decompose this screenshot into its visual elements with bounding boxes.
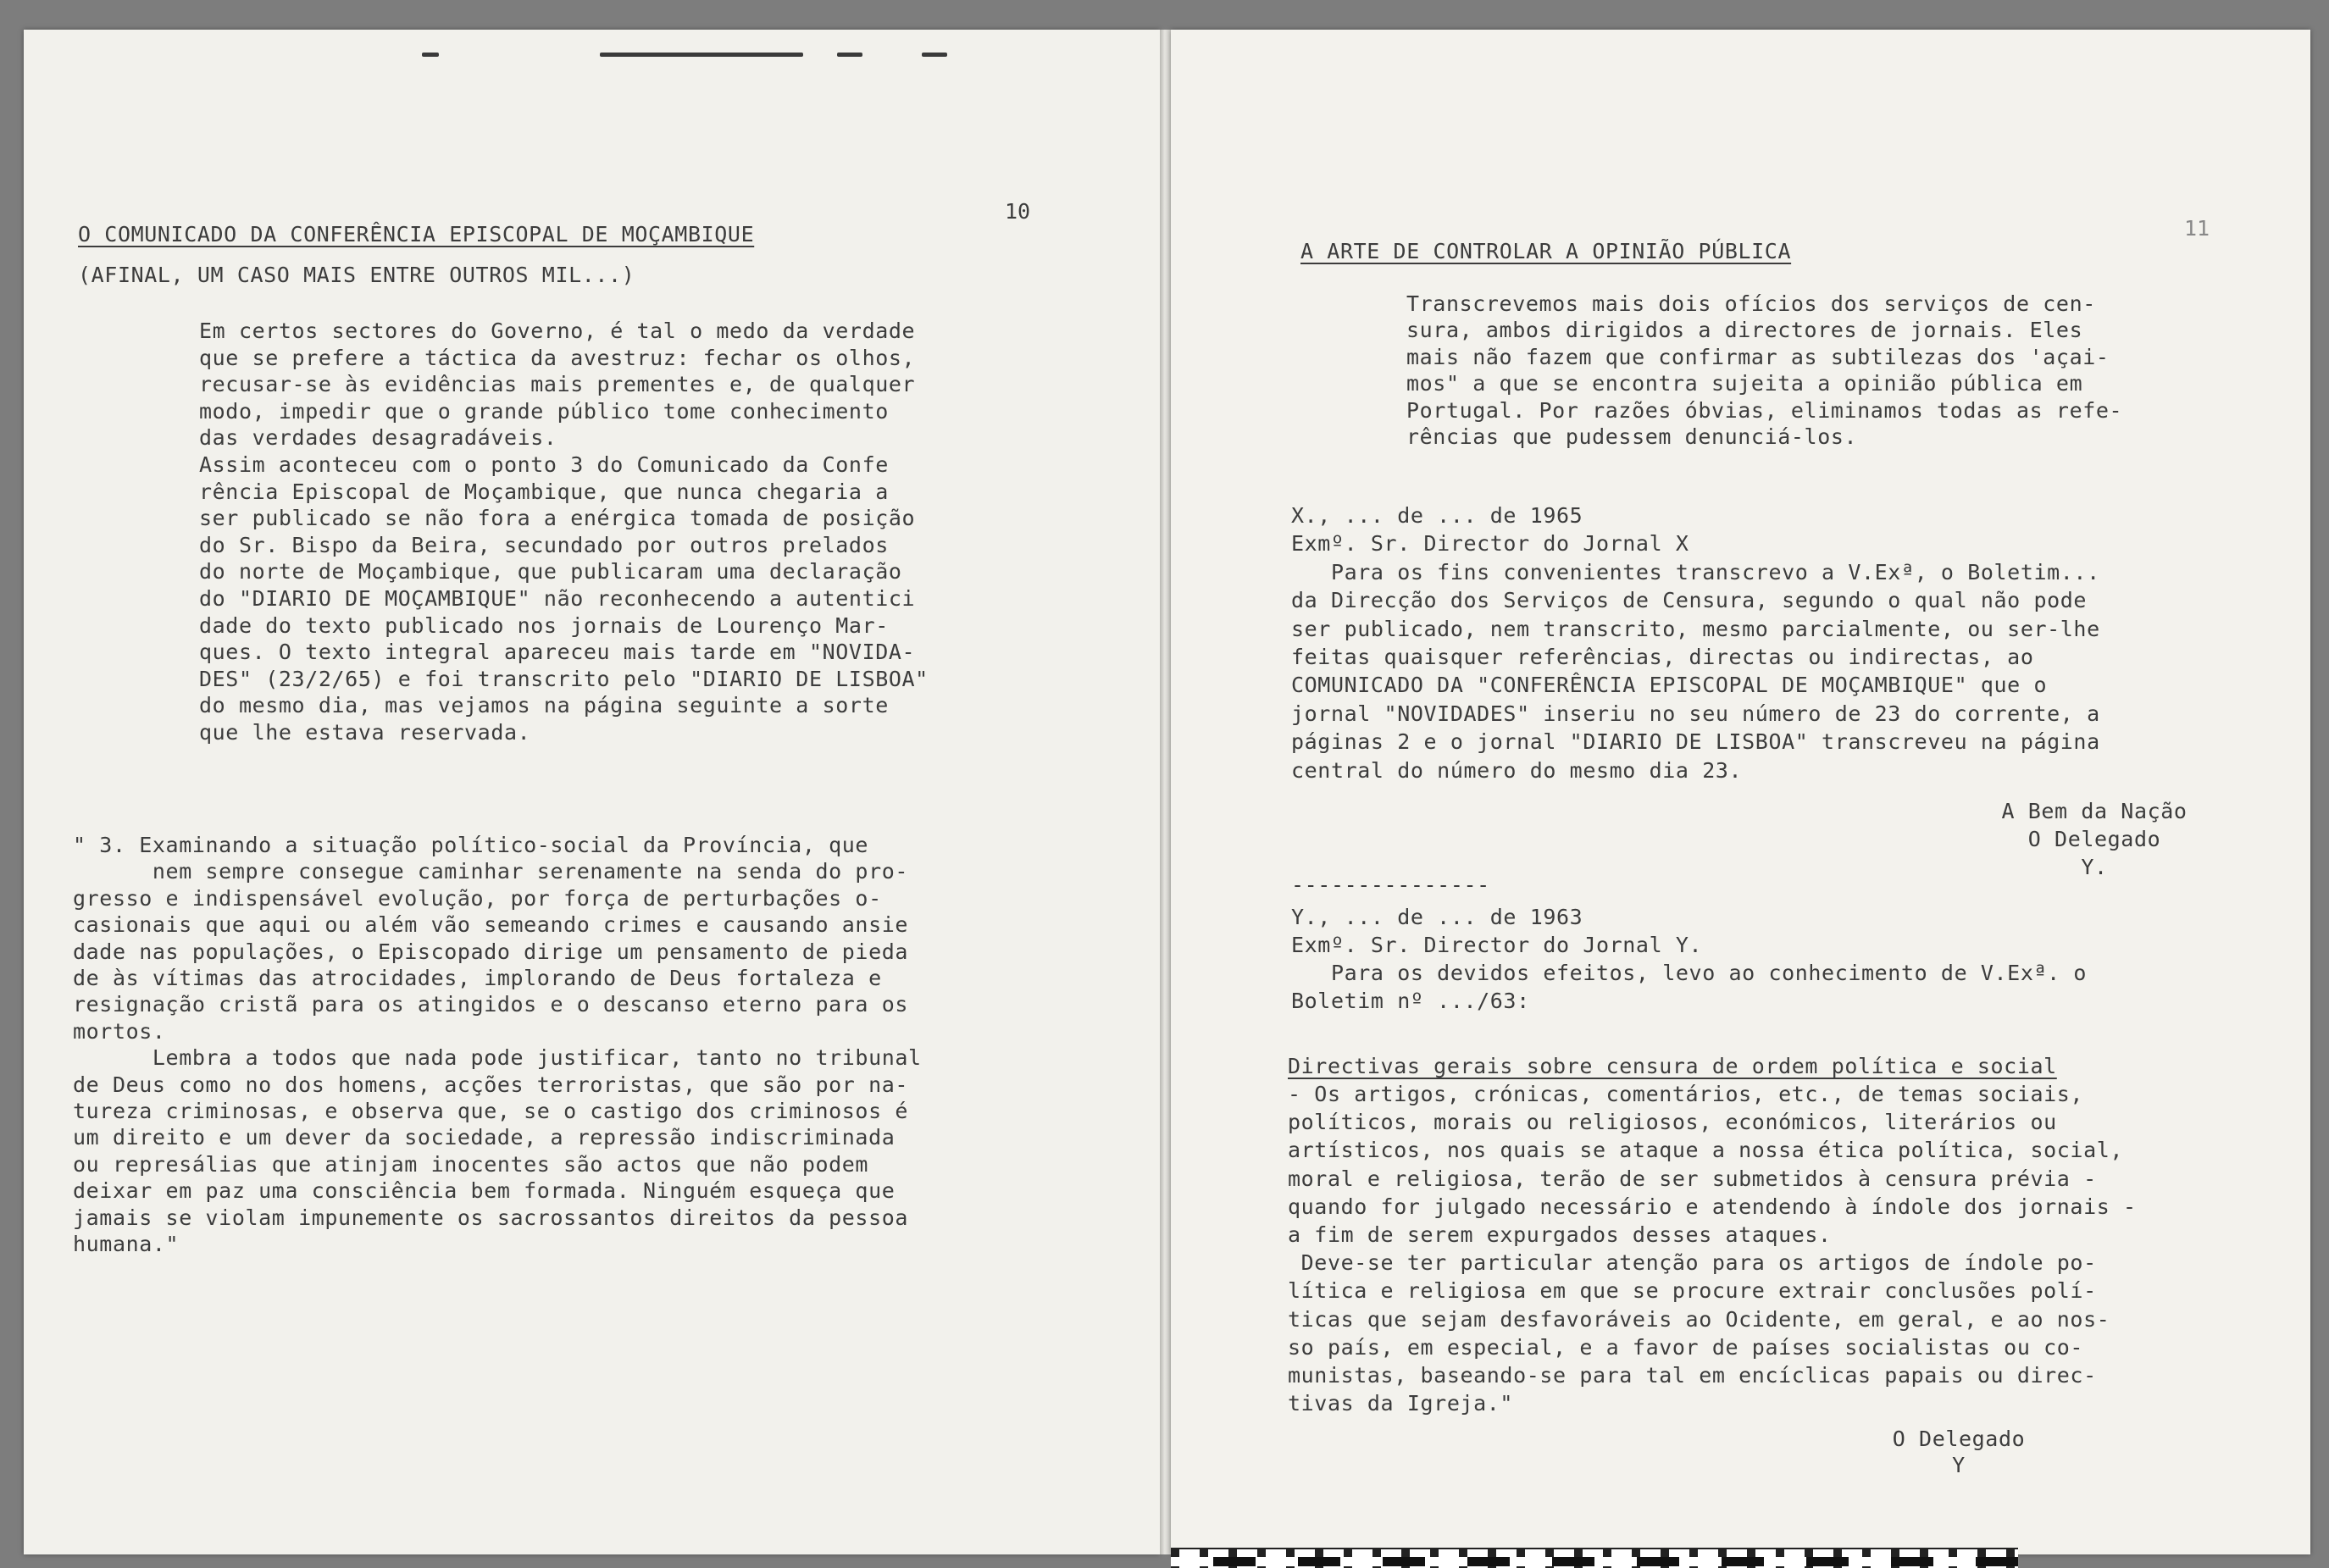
text-line: DES" (23/2/65) e foi transcrito pelo "DIARIO DE LISBOA" — [199, 666, 929, 691]
page-number: 11 — [2184, 216, 2210, 241]
directive-text — [1288, 1080, 2304, 1417]
text-line: munistas, baseando-se para tal em encíclicas papais ou direc- — [1288, 1363, 2097, 1388]
text-line: do norte de Moçambique, que publicaram uma declaração — [199, 559, 902, 585]
text-line: mortos. — [73, 1018, 166, 1044]
text-line: ques. O texto integral apareceu mais tarde em "NOVIDA- — [199, 640, 916, 665]
text-line: tivas da Igreja." — [1288, 1391, 1514, 1416]
text-line: da Direcção dos Serviços de Censura, segundo o qual não pode — [1291, 588, 2088, 613]
intro-paragraph — [1406, 291, 2279, 450]
text-line: Boletim nº .../63: — [1291, 989, 1530, 1013]
text-line: do "DIARIO DE MOÇAMBIQUE" não reconhecendo a autentici — [199, 585, 916, 611]
text-line: rências que pudessem denunciá-los. — [1406, 424, 1858, 450]
text-line: ou represálias que atinjam inocentes são actos que não podem — [73, 1151, 869, 1177]
text-line: Transcrevemos mais dois ofícios dos serviços de cen- — [1406, 291, 2096, 316]
text-line: políticos, morais ou religiosos, económicos, literários ou — [1288, 1110, 2057, 1135]
intro-paragraph — [199, 318, 1055, 746]
text-line: mais não fazem que confirmar as subtilezas dos 'açai- — [1406, 344, 2110, 369]
text-line: so país, em especial, e a favor de países socialistas ou co- — [1288, 1334, 2084, 1360]
article-title: O COMUNICADO DA CONFERÊNCIA EPISCOPAL DE MOÇAMBIQUE — [78, 222, 755, 247]
text-line: O Delegado — [1892, 1427, 2026, 1451]
right-page — [1171, 30, 2310, 1554]
text-line: COMUNICADO DA "CONFERÊNCIA EPISCOPAL DE MOÇAMBIQUE" que o — [1291, 673, 2048, 698]
text-line: quando for julgado necessário e atendendo à índole dos jornais - — [1288, 1194, 2137, 1219]
text-line: Exmº. Sr. Director do Jornal Y. — [1291, 933, 1703, 957]
bleed-through-mark — [837, 53, 862, 57]
text-line: " 3. Examinando a situação político-social da Província, que — [73, 833, 869, 857]
signature-block-1 — [1925, 797, 2264, 881]
text-line: das verdades desagradáveis. — [199, 425, 557, 451]
text-line: ser publicado, nem transcrito, mesmo parcialmente, ou ser-lhe — [1291, 616, 2100, 641]
text-line: A Bem da Nação — [2001, 799, 2188, 823]
text-line: nem sempre consegue caminhar serenamente na senda do pro- — [73, 859, 909, 884]
text-line: que lhe estava reservada. — [199, 719, 531, 745]
text-line: Para os fins convenientes transcrevo a V.Exª, o Boletim... — [1291, 559, 2100, 585]
text-line: X., ... de ... de 1965 — [1291, 503, 1583, 528]
text-line: mos" a que se encontra sujeita a opinião pública em — [1406, 371, 2083, 396]
book-gutter — [1160, 30, 1171, 1554]
text-line: do mesmo dia, mas vejamos na página seguinte a sorte — [199, 693, 889, 718]
text-line: Deve-se ter particular atenção para os artigos de índole po- — [1288, 1250, 2097, 1276]
text-line: que se prefere a táctica da avestruz: fechar os olhos, — [199, 345, 916, 370]
text-line: rência Episcopal de Moçambique, que nunca chegaria a — [199, 479, 889, 504]
text-line: Y., ... de ... de 1963 — [1291, 905, 1583, 929]
text-line: gresso e indispensável evolução, por força de perturbações o- — [73, 885, 882, 911]
text-line: Y — [1952, 1453, 1966, 1477]
text-line: de Deus como no dos homens, acções terroristas, que são por na- — [73, 1072, 909, 1097]
bleed-through-mark — [922, 53, 947, 57]
left-page — [24, 30, 1160, 1554]
censorship-letter-1 — [1291, 501, 2291, 784]
text-line: do Sr. Bispo da Beira, secundado por outros prelados — [199, 532, 889, 557]
text-line: Para os devidos efeitos, levo ao conhecimento de V.Exª. o — [1291, 961, 2088, 985]
text-line: ser publicado se não fora a enérgica tomada de posição — [199, 506, 916, 531]
text-line: recusar-se às evidências mais prementes e, de qualquer — [199, 372, 916, 397]
page-number: 10 — [1005, 199, 1031, 224]
text-line: de às vítimas das atrocidades, implorando de Deus fortaleza e — [73, 966, 882, 991]
text-line: Lembra a todos que nada pode justificar, tanto no tribunal — [73, 1045, 922, 1071]
text-line: feitas quaisquer referências, directas ou indirectas, ao — [1291, 645, 2034, 670]
text-line: lítica e religiosa em que se procure extrair conclusões polí- — [1288, 1278, 2097, 1304]
text-line: casionais que aqui ou além vão semeando crimes e causando ansie — [73, 912, 909, 938]
text-line: ticas que sejam desfavoráveis ao Ocidente, em geral, e ao nos- — [1288, 1306, 2110, 1332]
bleed-through-mark — [600, 53, 803, 57]
text-line: O Delegado — [2027, 827, 2161, 851]
scale-ruler-bottom — [1171, 1557, 2018, 1566]
text-line: resignação cristã para os atingidos e o descanso eterno para os — [73, 992, 909, 1017]
text-line: a fim de serem expurgados desses ataques. — [1288, 1222, 1832, 1248]
text-line: jamais se violam impunemente os sacrossantos direitos da pessoa — [73, 1205, 909, 1230]
bleed-through-mark — [422, 53, 439, 57]
text-line: artísticos, nos quais se ataque a nossa ética política, social, — [1288, 1138, 2124, 1163]
text-line: dade do texto publicado nos jornais de Lourenço Mar- — [199, 612, 889, 638]
text-line: um direito e um dever da sociedade, a repressão indiscriminada — [73, 1125, 896, 1150]
signature-block-2 — [1789, 1426, 2128, 1478]
text-line: modo, impedir que o grande público tome conhecimento — [199, 398, 889, 424]
article-subtitle: (AFINAL, UM CASO MAIS ENTRE OUTROS MIL...) — [78, 263, 635, 287]
text-line: central do número do mesmo dia 23. — [1291, 757, 1743, 783]
text-line: Assim aconteceu com o ponto 3 do Comunicado da Confe — [199, 452, 889, 477]
text-line: moral e religiosa, terão de ser submetidos à censura prévia - — [1288, 1166, 2097, 1191]
text-line: dade nas populações, o Episcopado dirige um pensamento de pieda — [73, 939, 909, 964]
text-line: Em certos sectores do Governo, é tal o medo da verdade — [199, 319, 916, 343]
quoted-communique — [73, 832, 1090, 1258]
article-title: A ARTE DE CONTROLAR A OPINIÃO PÚBLICA — [1300, 239, 1792, 263]
censorship-letter-2 — [1291, 903, 2291, 1015]
text-line: Exmº. Sr. Director do Jornal X — [1291, 531, 1689, 557]
text-line: páginas 2 e o jornal "DIARIO DE LISBOA" transcreveu na página — [1291, 729, 2100, 755]
text-line: jornal "NOVIDADES" inseriu no seu número de 23 do corrente, a — [1291, 701, 2100, 726]
text-line: humana." — [73, 1232, 180, 1257]
text-line: Y. — [2081, 855, 2108, 879]
text-line: Portugal. Por razões óbvias, eliminamos todas as refe- — [1406, 397, 2123, 423]
text-line: tureza criminosas, e observa que, se o castigo dos criminosos é — [73, 1099, 909, 1124]
text-line: sura, ambos dirigidos a directores de jornais. Eles — [1406, 318, 2083, 343]
separator-line: --------------- — [1291, 873, 1490, 897]
directive-heading: Directivas gerais sobre censura de ordem política e social — [1288, 1054, 2057, 1078]
text-line: deixar em paz uma consciência bem formada. Ninguém esqueça que — [73, 1178, 896, 1204]
text-line: - Os artigos, crónicas, comentários, etc., de temas sociais, — [1288, 1082, 2084, 1106]
